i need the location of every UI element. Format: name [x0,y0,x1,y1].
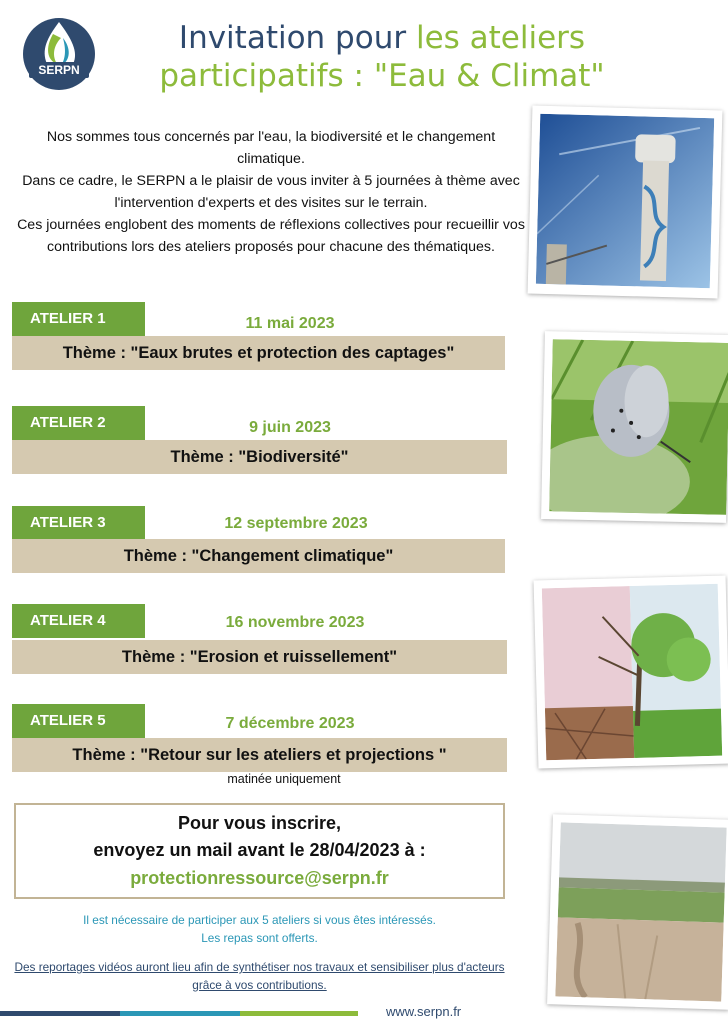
title-part: Invitation pour [178,20,416,56]
serpn-logo [17,18,101,90]
atelier-5-date: 7 décembre 2023 [225,715,355,732]
footer-bar-teal [120,1011,240,1016]
atelier-3-theme: Thème : "Changement climatique" [12,539,505,573]
atelier-1-tag: ATELIER 1 [12,302,145,336]
page-title-line2 [122,56,642,96]
water-tower-photo [528,106,723,299]
atelier-5-theme: Thème : "Retour sur les ateliers et projections " [12,738,507,772]
intro-paragraph: Nos sommes tous concernés par l'eau, la biodiversité et le changement climatique. [46,129,496,167]
atelier-1-date: 11 mai 2023 [245,315,335,332]
atelier-4-tag: ATELIER 4 [12,604,145,638]
footer-bar-green [240,1011,358,1016]
reportage-text: Des reportages vidéos auront lieu afin de synthétiser nos travaux et sensibiliser plus d'acteurs grâce à vos contributions. [14,960,505,992]
title-part: : "Eau & Climat" [343,58,605,94]
atelier-4-date: 16 novembre 2023 [225,614,365,631]
erosion-field-photo [547,814,728,1010]
title-part: les ateliers [415,20,586,56]
atelier-3-tag: ATELIER 3 [12,506,145,540]
logo-text: SERPN [38,63,80,77]
requirements-text [14,911,505,947]
atelier-5-tag: ATELIER 5 [12,704,145,738]
signup-box [14,803,505,899]
footer-website-link[interactable]: www.serpn.fr [386,1004,462,1019]
atelier-4-theme: Thème : "Erosion et ruissellement" [12,640,507,674]
requirement-line: Les repas sont offerts. [201,931,318,945]
signup-line1: Pour vous inscrire, [177,813,342,833]
atelier-2-tag: ATELIER 2 [12,406,145,440]
signup-email-link[interactable]: protectionressource@serpn.fr [130,868,389,888]
title-part: participatifs [159,58,344,94]
footer-bar-navy [0,1011,120,1016]
atelier-3-date: 12 septembre 2023 [224,515,368,532]
atelier-2-date: 9 juin 2023 [249,419,331,436]
signup-line2: envoyez un mail avant le 28/04/2023 à : [93,840,426,860]
page-title-line1 [122,18,642,58]
climate-tree-photo [534,576,728,769]
atelier-1-theme: Thème : "Eaux brutes et protection des captages" [12,336,505,370]
atelier-5-note: matinée uniquement [227,772,341,786]
intro-paragraph: Ces journées englobent des moments de réflexions collectives pour recueillir vos contributions lors des ateliers proposés pour chacune des thématiques. [17,217,525,255]
intro-paragraph: Dans ce cadre, le SERPN a le plaisir de vous inviter à 5 journées à thème avec l'intervention d'experts et des visites sur le terrain. [22,173,520,211]
requirement-line: Il est nécessaire de participer aux 5 ateliers si vous êtes intéressés. [83,913,436,927]
atelier-2-theme: Thème : "Biodiversité" [12,440,507,474]
butterfly-photo [541,331,728,523]
intro-text [16,126,526,258]
